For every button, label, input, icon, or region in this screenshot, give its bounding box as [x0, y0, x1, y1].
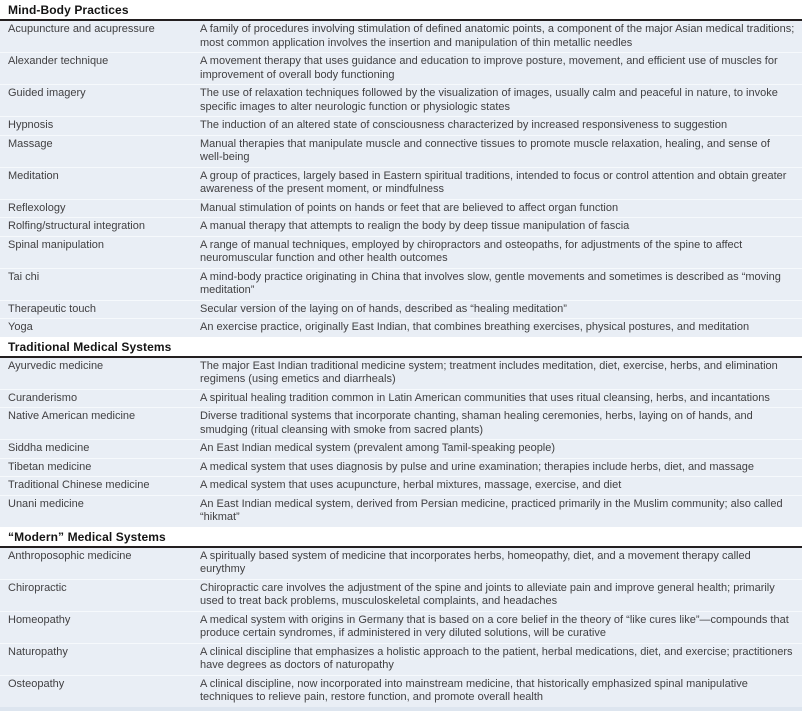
table-row — [0, 319, 802, 337]
table-row — [0, 496, 802, 527]
table-row — [0, 168, 802, 200]
definition-cell: Chiropractic care involves the adjustment of the spine and joints to alleviate pain and improve general health; primarily used to treat back problems, musculoskeletal complaints, and headaches — [200, 581, 775, 607]
section-rows — [0, 358, 802, 527]
term-cell: Acupuncture and acupressure — [8, 23, 155, 35]
table-row — [0, 136, 802, 168]
term-cell: Ayurvedic medicine — [8, 359, 104, 372]
definition-cell: A movement therapy that uses guidance and education to improve posture, movement, and efficient use of muscles for improvement of overall body functioning — [200, 55, 778, 81]
definition-cell: A family of procedures involving stimulation of defined anatomic points, a component of the major Asian medical traditions; most common application involves the insertion and manipulation of thin metallic needles — [200, 23, 795, 49]
term-cell: Hypnosis — [8, 119, 54, 131]
term-cell: Rolfing/structural integration — [8, 220, 145, 232]
definition-cell: A mind-body practice originating in China that involves slow, gentle movements and sometimes is described as “moving meditation” — [200, 270, 781, 296]
definition-cell: A medical system that uses acupuncture, herbal mixtures, massage, exercise, and diet — [200, 479, 622, 491]
section-header — [0, 337, 802, 358]
definition-cell: The use of relaxation techniques followed by the visualization of images, usually calm and peaceful in nature, to invoke specific images to alter neurologic function or physiologic states — [200, 87, 778, 113]
definition-cell: A clinical discipline that emphasizes a holistic approach to the patient, herbal medications, diet, and exercise; practitioners have degrees as doctors of naturopathy — [200, 645, 793, 671]
term-cell: Homeopathy — [8, 613, 71, 626]
term-cell: Siddha medicine — [8, 442, 90, 454]
term-cell: Yoga — [8, 321, 33, 333]
term-cell: Tai chi — [8, 270, 40, 283]
table-row — [0, 358, 802, 390]
table-row — [0, 218, 802, 237]
section-title: Mind-Body Practices — [8, 3, 129, 17]
term-cell: Massage — [8, 137, 53, 150]
definition-cell: The major East Indian traditional medicine system; treatment includes meditation, diet, exercise, herbs, and elimination regimens (using emetics and diarrheals) — [200, 359, 778, 385]
definition-cell: A medical system that uses diagnosis by pulse and urine examination; therapies include herbs, diet, and massage — [200, 460, 754, 473]
table-section — [0, 527, 802, 707]
definition-cell: A spiritually based system of medicine that incorporates herbs, homeopathy, diet, and a movement therapy called eurythmy — [200, 549, 751, 575]
table-section — [0, 337, 802, 527]
definition-cell: Diverse traditional systems that incorporate chanting, shaman healing ceremonies, herbs, laying on of hands, and smudging (ritual cleansing with smoke from sacred plants) — [200, 410, 753, 436]
term-cell: Guided imagery — [8, 87, 86, 99]
definition-cell: A clinical discipline, now incorporated into mainstream medicine, that historically emphasized spinal manipulative techniques to relieve pain, restore function, and promote overall health — [200, 677, 748, 703]
table-row — [0, 237, 802, 269]
definition-cell: A medical system with origins in Germany that is based on a core belief in the theory of “like cures like”—compounds that produce certain syndromes, if administered in very diluted solutions, will be curative — [200, 613, 789, 639]
term-cell: Traditional Chinese medicine — [8, 479, 150, 491]
table-row — [0, 477, 802, 496]
definition-cell: Secular version of the laying on of hands, described as “healing meditation” — [200, 302, 567, 315]
term-cell: Native American medicine — [8, 410, 136, 422]
table-row — [0, 85, 802, 117]
table-row — [0, 580, 802, 612]
term-cell: Chiropractic — [8, 581, 67, 594]
section-title: “Modern” Medical Systems — [8, 529, 166, 544]
table-row — [0, 53, 802, 85]
definition-cell: A group of practices, largely based in Eastern spiritual traditions, intended to focus or control attention and obtain greater awareness of the present moment, or mindfulness — [200, 169, 787, 195]
term-cell: Osteopathy — [8, 677, 65, 690]
term-cell: Anthroposophic medicine — [8, 549, 132, 562]
term-cell: Unani medicine — [8, 497, 84, 510]
term-cell: Meditation — [8, 169, 59, 182]
definition-cell: Manual therapies that manipulate muscle and connective tissues to promote muscle relaxation, healing, and sense of well-being — [200, 137, 770, 163]
term-cell: Therapeutic touch — [8, 302, 97, 315]
table-row — [0, 676, 802, 707]
table-row — [0, 612, 802, 644]
definition-cell: A range of manual techniques, employed by chiropractors and osteopaths, for adjustments of the spine to affect neuromuscular function and other health outcomes — [200, 238, 743, 264]
term-cell: Tibetan medicine — [8, 460, 92, 473]
definition-cell: A spiritual healing tradition common in Latin American communities that uses ritual cleansing, herbs, and incantations — [200, 391, 770, 404]
table-row — [0, 390, 802, 409]
term-cell: Reflexology — [8, 201, 66, 214]
table-row — [0, 117, 802, 136]
definition-cell: The induction of an altered state of consciousness characterized by increased responsiveness to suggestion — [200, 119, 728, 131]
definition-cell: An exercise practice, originally East Indian, that combines breathing exercises, physical postures, and meditation — [200, 321, 750, 333]
definition-cell: An East Indian medical system, derived from Persian medicine, practiced primarily in the Muslim community; also called “hikmat” — [200, 497, 783, 523]
table-row — [0, 459, 802, 478]
term-cell: Alexander technique — [8, 55, 109, 67]
definition-cell: Manual stimulation of points on hands or feet that are believed to affect organ function — [200, 201, 619, 214]
table-row — [0, 644, 802, 676]
definition-cell: An East Indian medical system (prevalent among Tamil-speaking people) — [200, 442, 556, 454]
table-row — [0, 301, 802, 320]
section-rows — [0, 21, 802, 337]
term-cell: Naturopathy — [8, 645, 68, 658]
section-rows — [0, 548, 802, 707]
table-row — [0, 548, 802, 580]
table-section — [0, 0, 802, 337]
table-row — [0, 408, 802, 440]
definition-cell: A manual therapy that attempts to realign the body by deep tissue manipulation of fascia — [200, 220, 630, 232]
section-header — [0, 527, 802, 548]
table-row — [0, 21, 802, 53]
term-cell: Spinal manipulation — [8, 238, 105, 251]
table-row — [0, 269, 802, 301]
table-row — [0, 440, 802, 459]
term-cell: Curanderismo — [8, 391, 78, 404]
table-row — [0, 200, 802, 219]
section-title: Traditional Medical Systems — [8, 339, 172, 354]
section-header — [0, 0, 802, 21]
